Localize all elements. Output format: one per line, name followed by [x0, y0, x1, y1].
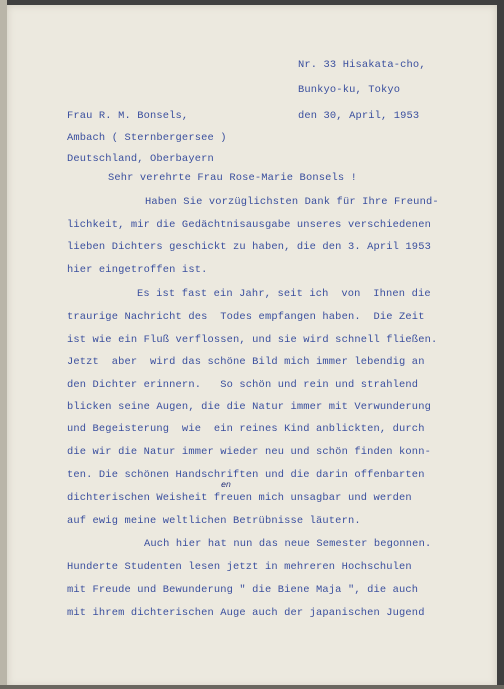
body-line: hier eingetroffen ist. — [67, 264, 208, 276]
paper-edge-bottom — [0, 685, 504, 689]
body-line: auf ewig meine weltlichen Betrübnisse läutern. — [67, 515, 361, 527]
recipient-name: Frau R. M. Bonsels, — [67, 110, 189, 122]
handwritten-correction: en — [221, 480, 231, 489]
body-line: ten. Die schönen Handschriften und die darin offenbarten — [67, 469, 425, 481]
body-line: mit ihrem dichterischen Auge auch der japanischen Jugend — [67, 607, 425, 619]
salutation: Sehr verehrte Frau Rose-Marie Bonsels ! — [108, 172, 358, 184]
recipient-region: Deutschland, Oberbayern — [67, 153, 214, 165]
body-line: Haben Sie vorzüglichsten Dank für Ihre Freund- — [145, 196, 439, 208]
body-line: den Dichter erinnern. So schön und rein und strahlend — [67, 379, 419, 391]
sender-address-street: Nr. 33 Hisakata-cho, — [298, 59, 426, 71]
body-line: ist wie ein Fluß verflossen, und sie wird schnell fließen. — [67, 334, 438, 346]
body-line: blicken seine Augen, die die Natur immer mit Verwunderung — [67, 401, 431, 413]
body-line: die wir die Natur immer wieder neu und schön finden konn- — [67, 446, 431, 458]
body-line: und Begeisterung wie ein reines Kind anblickten, durch — [67, 423, 425, 435]
body-line: Hunderte Studenten lesen jetzt in mehreren Hochschulen — [67, 561, 412, 573]
sender-address-city: Bunkyo-ku, Tokyo — [298, 84, 401, 96]
body-line: dichterischen Weisheit freuen mich unsagbar und werden — [67, 492, 412, 504]
body-line: Es ist fast ein Jahr, seit ich von Ihnen die — [137, 288, 431, 300]
body-line: Auch hier hat nun das neue Semester begonnen. — [144, 538, 432, 550]
body-line: traurige Nachricht des Todes empfangen haben. Die Zeit — [67, 311, 425, 323]
body-line: lichkeit, mir die Gedächtnisausgabe unseres verschiedenen — [67, 219, 431, 231]
body-line: Jetzt aber wird das schöne Bild mich immer lebendig an — [67, 356, 425, 368]
paper-edge-left — [0, 0, 7, 689]
body-line: lieben Dichters geschickt zu haben, die den 3. April 1953 — [67, 241, 431, 253]
recipient-locality: Ambach ( Sternbergersee ) — [67, 132, 227, 144]
body-line: mit Freude und Bewunderung " die Biene Maja ", die auch — [67, 584, 419, 596]
letter-date: den 30, April, 1953 — [298, 110, 420, 122]
